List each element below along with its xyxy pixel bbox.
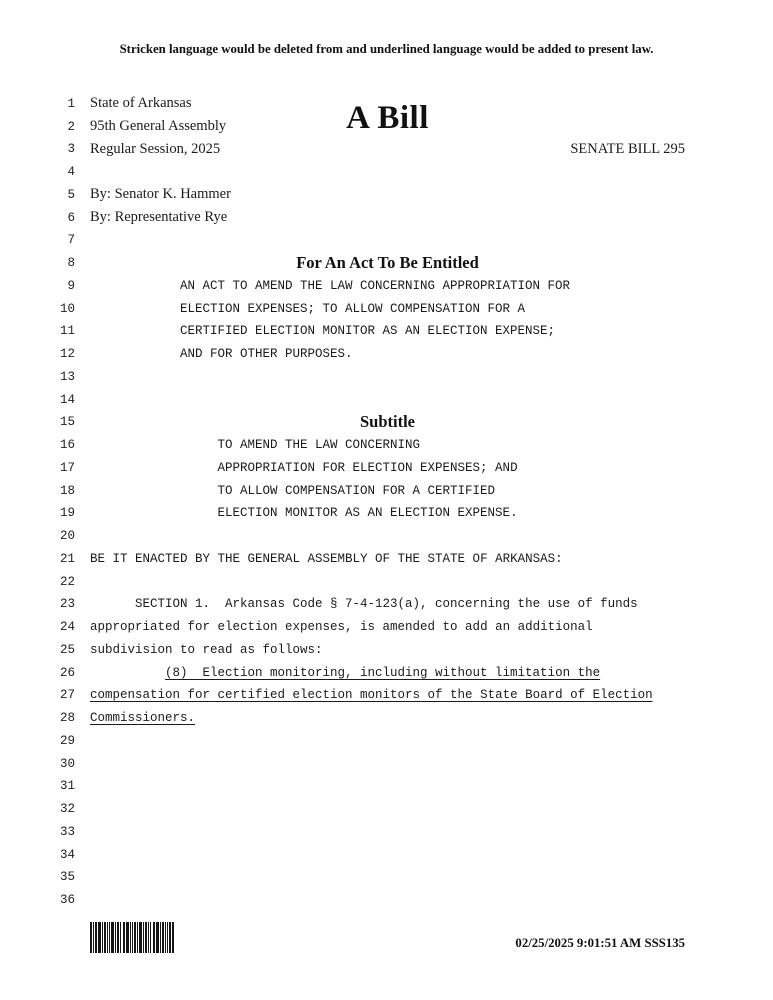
bill-line xyxy=(0,184,773,207)
line-text: ELECTION MONITOR AS AN ELECTION EXPENSE. xyxy=(217,506,518,521)
line-text: AN ACT TO AMEND THE LAW CONCERNING APPROPRIATION FOR xyxy=(180,278,571,293)
bill-line xyxy=(0,115,773,138)
line-number: 33 xyxy=(59,824,75,839)
line-text: AND FOR OTHER PURPOSES. xyxy=(180,347,353,362)
line-text: For An Act To Be Entitled xyxy=(296,253,479,273)
bill-line xyxy=(0,639,773,662)
line-text: SECTION 1. Arkansas Code § 7-4-123(a), concerning the use of funds xyxy=(135,597,638,612)
line-number: 30 xyxy=(59,756,75,771)
barcode-icon xyxy=(90,922,176,953)
line-number: 36 xyxy=(59,893,75,908)
line-number: 25 xyxy=(59,642,75,657)
line-number: 9 xyxy=(67,278,75,293)
line-number: 29 xyxy=(59,733,75,748)
line-number: 19 xyxy=(59,506,75,521)
bill-line xyxy=(0,161,773,184)
line-number: 20 xyxy=(59,529,75,544)
line-number: 35 xyxy=(59,870,75,885)
bill-line xyxy=(0,525,773,548)
bill-line xyxy=(0,229,773,252)
bill-line xyxy=(0,320,773,343)
line-number: 14 xyxy=(59,392,75,407)
bill-line xyxy=(0,548,773,571)
bill-line xyxy=(0,502,773,525)
line-number: 7 xyxy=(67,233,75,248)
line-text: (8) Election monitoring, including without limitation the xyxy=(165,665,601,680)
line-text: State of Arkansas xyxy=(90,95,192,112)
bill-line xyxy=(0,570,773,593)
bill-line xyxy=(0,798,773,821)
line-number: 4 xyxy=(67,165,75,180)
line-text: subdivision to read as follows: xyxy=(90,642,323,657)
line-text: Commissioners. xyxy=(90,711,196,726)
bill-line xyxy=(0,252,773,275)
line-text: ELECTION EXPENSES; TO ALLOW COMPENSATION FOR A xyxy=(180,301,526,316)
line-number: 2 xyxy=(67,119,75,134)
line-number: 18 xyxy=(59,483,75,498)
line-number: 13 xyxy=(59,369,75,384)
line-number: 5 xyxy=(67,187,75,202)
bill-line xyxy=(0,297,773,320)
line-number: 6 xyxy=(67,210,75,225)
line-text: CERTIFIED ELECTION MONITOR AS AN ELECTION EXPENSE; xyxy=(180,324,556,339)
line-text: By: Representative Rye xyxy=(90,209,228,226)
line-text: TO ALLOW COMPENSATION FOR A CERTIFIED xyxy=(217,483,496,498)
bill-title: A Bill xyxy=(346,100,429,136)
timestamp: 02/25/2025 9:01:51 AM SSS135 xyxy=(515,936,685,950)
bill-line xyxy=(0,752,773,775)
line-number: 31 xyxy=(59,779,75,794)
stricken-underlined-notice: Stricken language would be deleted from and underlined language would be added to present law. xyxy=(119,42,654,56)
line-number: 15 xyxy=(59,415,75,430)
line-text: BE IT ENACTED BY THE GENERAL ASSEMBLY OF THE STATE OF ARKANSAS: xyxy=(90,551,563,566)
line-text: By: Senator K. Hammer xyxy=(90,186,231,203)
line-number: 26 xyxy=(59,665,75,680)
bill-line xyxy=(0,616,773,639)
line-text: Subtitle xyxy=(359,412,415,432)
line-number: 22 xyxy=(59,574,75,589)
bill-line xyxy=(0,138,773,161)
bill-line xyxy=(0,843,773,866)
bill-line xyxy=(0,206,773,229)
line-number: 34 xyxy=(59,847,75,862)
bill-line xyxy=(0,411,773,434)
bill-line xyxy=(0,388,773,411)
bill-line xyxy=(0,684,773,707)
line-number: 21 xyxy=(59,551,75,566)
line-text: TO AMEND THE LAW CONCERNING xyxy=(217,438,421,453)
bill-line xyxy=(0,343,773,366)
line-number: 10 xyxy=(59,301,75,316)
bill-line xyxy=(0,821,773,844)
bill-line xyxy=(0,275,773,298)
bill-number: SENATE BILL 295 xyxy=(570,140,685,157)
line-number: 3 xyxy=(67,142,75,157)
line-number: 23 xyxy=(59,597,75,612)
bill-line xyxy=(0,730,773,753)
line-number: 28 xyxy=(59,711,75,726)
bill-line xyxy=(0,707,773,730)
line-number: 27 xyxy=(59,688,75,703)
line-number: 1 xyxy=(67,96,75,111)
bill-line xyxy=(0,479,773,502)
line-number: 17 xyxy=(59,460,75,475)
line-number: 16 xyxy=(59,438,75,453)
bill-line xyxy=(0,889,773,912)
line-text: compensation for certified election monitors of the State Board of Election xyxy=(90,688,653,703)
bill-line xyxy=(0,93,773,116)
bill-line xyxy=(0,775,773,798)
line-number: 11 xyxy=(59,324,75,339)
line-number: 8 xyxy=(67,256,75,271)
line-number: 12 xyxy=(59,347,75,362)
bill-line xyxy=(0,434,773,457)
line-text: Regular Session, 2025 xyxy=(90,140,221,157)
bill-line xyxy=(0,661,773,684)
bill-line xyxy=(0,593,773,616)
line-text: 95th General Assembly xyxy=(90,118,227,135)
bill-line xyxy=(0,366,773,389)
line-text: APPROPRIATION FOR ELECTION EXPENSES; AND xyxy=(217,460,518,475)
line-number: 32 xyxy=(59,802,75,817)
bill-lines xyxy=(0,93,773,912)
bill-line xyxy=(0,866,773,889)
line-number: 24 xyxy=(59,620,75,635)
bill-line xyxy=(0,457,773,480)
line-text: appropriated for election expenses, is amended to add an additional xyxy=(90,620,593,635)
